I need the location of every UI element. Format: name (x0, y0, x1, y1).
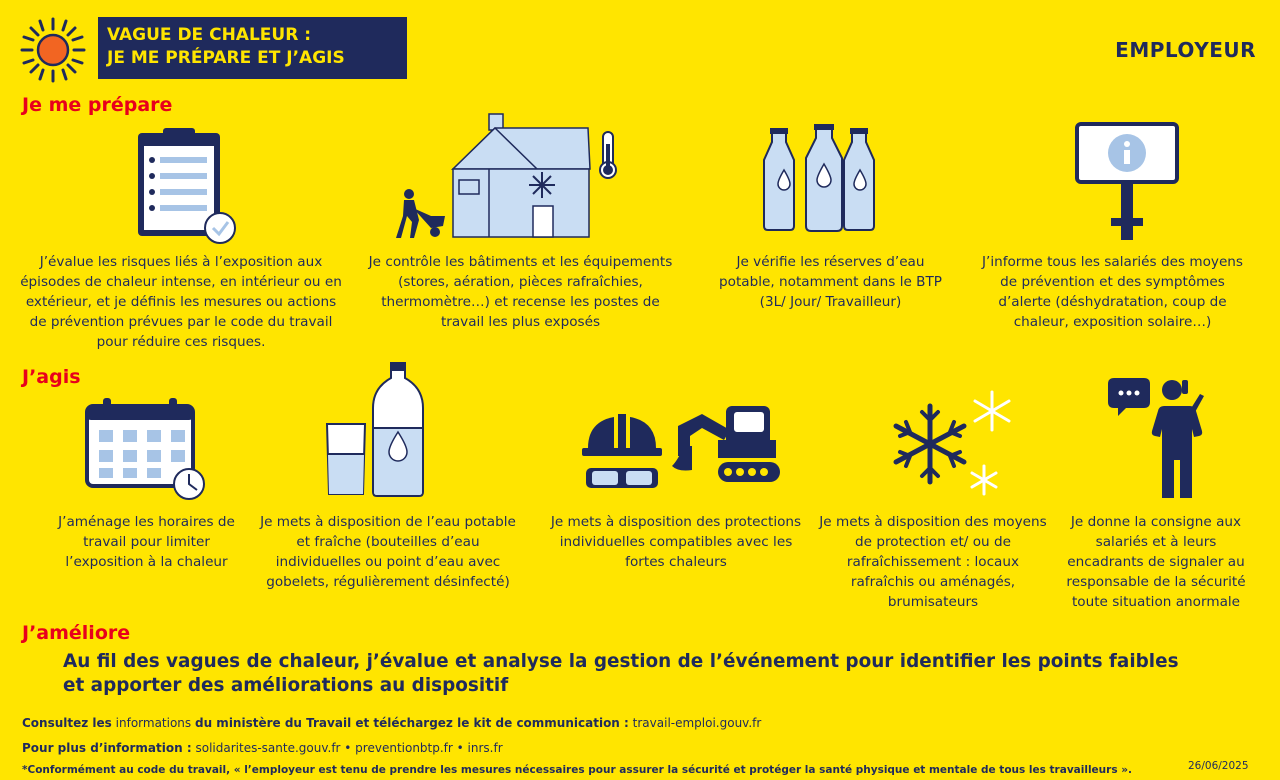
section-title-prepare: Je me prépare (22, 94, 173, 116)
footer-line1-b: informations (115, 716, 192, 730)
title-line-2: JE ME PRÉPARE ET J’AGIS (107, 48, 345, 68)
prepare-item-2-text: Je contrôle les bâtiments et les équipements (stores, aération, pièces rafraîchies, thermomètre…) et recense les postes de travail les plus exposés (368, 254, 673, 330)
snowflakes-icon (890, 386, 1020, 498)
page-title (98, 17, 407, 79)
person-on-phone-icon (1108, 376, 1208, 500)
section-title-act: J’agis (22, 366, 81, 388)
sun-icon (20, 17, 86, 83)
prepare-item-4-text: J’informe tous les salariés des moyens de prévention et des symptômes d’alerte (déshydratation, coup de chaleur, exposition solaire…) (981, 254, 1244, 330)
footer-line-2 (22, 741, 503, 755)
footer-info-links[interactable]: solidarites-sante.gouv.fr • preventionbtp.fr • inrs.fr (195, 741, 503, 755)
link-travail-emploi[interactable]: travail-emploi.gouv.fr (632, 716, 762, 730)
footer-line2-label: Pour plus d’information : (22, 741, 192, 755)
improve-text: Au fil des vagues de chaleur, j’évalue et analyse la gestion de l’événement pour identifier les points faibles et apporter des améliorations au dispositif (63, 651, 1179, 696)
prepare-item-3-text: Je vérifie les réserves d’eau potable, notamment dans le BTP (3L/ Jour/ Travailleur) (719, 254, 942, 310)
act-item-4-text: Je mets à disposition des moyens de protection et/ ou de rafraîchissement : locaux rafraîchis ou aménagés, brumisateurs (819, 514, 1047, 610)
section-title-improve: J’améliore (22, 622, 131, 644)
water-bottles-icon (764, 124, 888, 234)
title-line-1: VAGUE DE CHALEUR : (107, 25, 312, 45)
clipboard-checklist-icon (135, 128, 240, 246)
legal-note: *Conformément au code du travail, « l’employeur est tenu de prendre les mesures nécessaires pour assurer la sécurité et protéger la santé physique et mentale de tous les travailleurs ». (22, 764, 1132, 776)
footer-line-1 (22, 716, 761, 730)
footer-line1-c: du ministère du Travail et téléchargez le kit de communication : (195, 716, 629, 730)
act-item-5-text: Je donne la consigne aux salariés et à leurs encadrants de signaler au responsable de la sécurité toute situation anormale (1066, 514, 1246, 610)
helmet-goggles-excavator-icon (582, 400, 782, 496)
act-item-2-text: Je mets à disposition de l’eau potable et fraîche (bouteilles d’eau individuelles ou point d’eau avec gobelets, régulièrement désinfecté) (260, 514, 516, 590)
building-with-thermometer-icon (395, 112, 625, 240)
act-item-1-text: J’aménage les horaires de travail pour limiter l’exposition à la chaleur (58, 514, 235, 570)
footer-line1-a: Consultez les (22, 716, 112, 730)
glass-and-bottle-icon (323, 362, 427, 498)
act-item-3-text: Je mets à disposition des protections individuelles compatibles avec les fortes chaleurs (550, 514, 802, 570)
calendar-clock-icon (85, 398, 209, 500)
audience-label: EMPLOYEUR (1115, 38, 1256, 62)
prepare-item-1-text: J’évalue les risques liés à l’exposition aux épisodes de chaleur intense, en intérieur ou en extérieur, et je définis les mesures ou actions de prévention prévues par le code du travail pour réduire ces risques. (20, 254, 342, 350)
date-label: 26/06/2025 (1188, 760, 1249, 772)
information-sign-icon (1075, 122, 1179, 240)
